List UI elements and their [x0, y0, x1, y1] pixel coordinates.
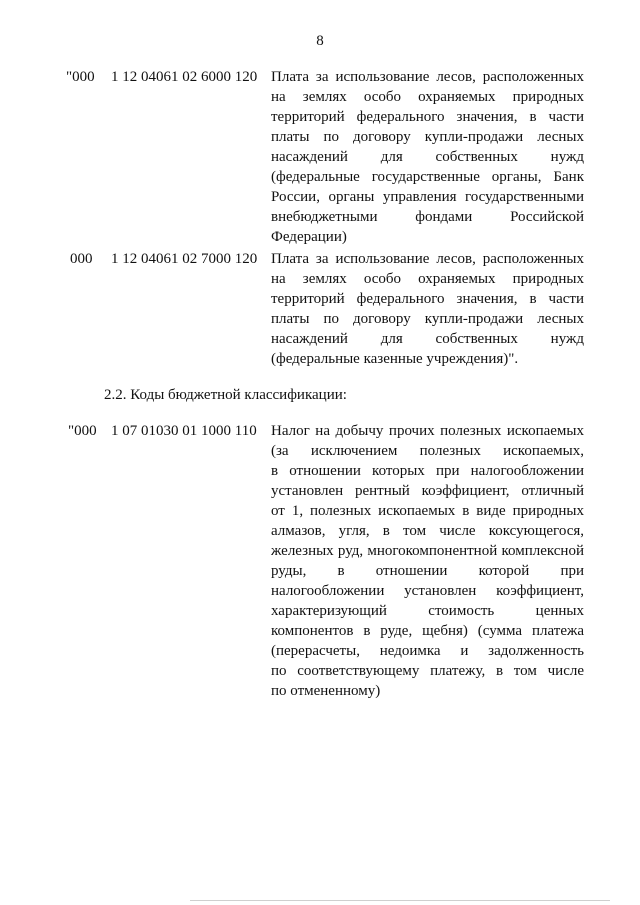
description-line: от 1, полезных ископаемых в виде природных	[271, 503, 584, 519]
description-line: Плата за использование лесов, расположенных	[271, 69, 584, 85]
entry-description	[271, 67, 584, 247]
budget-code: 1 12 04061 02 7000 120	[111, 251, 258, 267]
description-line: насаждений для собственных нужд	[271, 149, 584, 165]
budget-code: 1 12 04061 02 6000 120	[111, 69, 258, 85]
description-line: территорий федерального значения, в части	[271, 291, 584, 307]
description-line: характеризующий стоимость ценных	[271, 603, 584, 619]
description-line: Плата за использование лесов, расположенных	[271, 251, 584, 267]
description-line: в отношении которых при налогообложении	[271, 463, 584, 479]
description-line: территорий федерального значения, в части	[271, 109, 584, 125]
description-line: руды, в отношении которой при	[271, 563, 584, 579]
description-line: Федерации)	[271, 229, 347, 245]
description-line: (за исключением полезных ископаемых,	[271, 443, 584, 459]
description-line: России, органы управления государственными	[271, 189, 584, 205]
description-line: железных руд, многокомпонентной комплексной	[271, 543, 584, 559]
description-line: насаждений для собственных нужд	[271, 331, 584, 347]
description-line: по отмененному)	[271, 683, 381, 699]
description-line: (перерасчеты, недоимка и задолженность	[271, 643, 584, 659]
section-heading: 2.2. Коды бюджетной классификации:	[104, 387, 347, 403]
description-line: компонентов в руде, щебня) (сумма платежа	[271, 623, 584, 639]
entry-prefix: "000	[68, 423, 97, 439]
entry-description	[271, 249, 584, 369]
entry-description	[271, 421, 584, 701]
description-line: на землях особо охраняемых природных	[271, 271, 584, 287]
description-line: платы по договору купли-продажи лесных	[271, 129, 584, 145]
description-line: (федеральные государственные органы, Банк	[271, 169, 584, 185]
description-line: (федеральные казенные учреждения)".	[271, 351, 519, 367]
page-number: 8	[316, 33, 324, 49]
entry-prefix: "000	[66, 69, 95, 85]
description-line: внебюджетными фондами Российской	[271, 209, 584, 225]
budget-code: 1 07 01030 01 1000 110	[111, 423, 257, 439]
description-line: платы по договору купли-продажи лесных	[271, 311, 584, 327]
description-line: налогообложении установлен коэффициент,	[271, 583, 584, 599]
scan-edge-line	[190, 900, 610, 901]
description-line: по соответствующему платежу, в том числе	[271, 663, 584, 679]
description-line: алмазов, угля, в том числе коксующегося,	[271, 523, 584, 539]
description-line: установлен рентный коэффициент, отличный	[271, 483, 584, 499]
description-line: на землях особо охраняемых природных	[271, 89, 584, 105]
entry-prefix: 000	[70, 251, 93, 267]
description-line: Налог на добычу прочих полезных ископаемых	[271, 423, 584, 439]
